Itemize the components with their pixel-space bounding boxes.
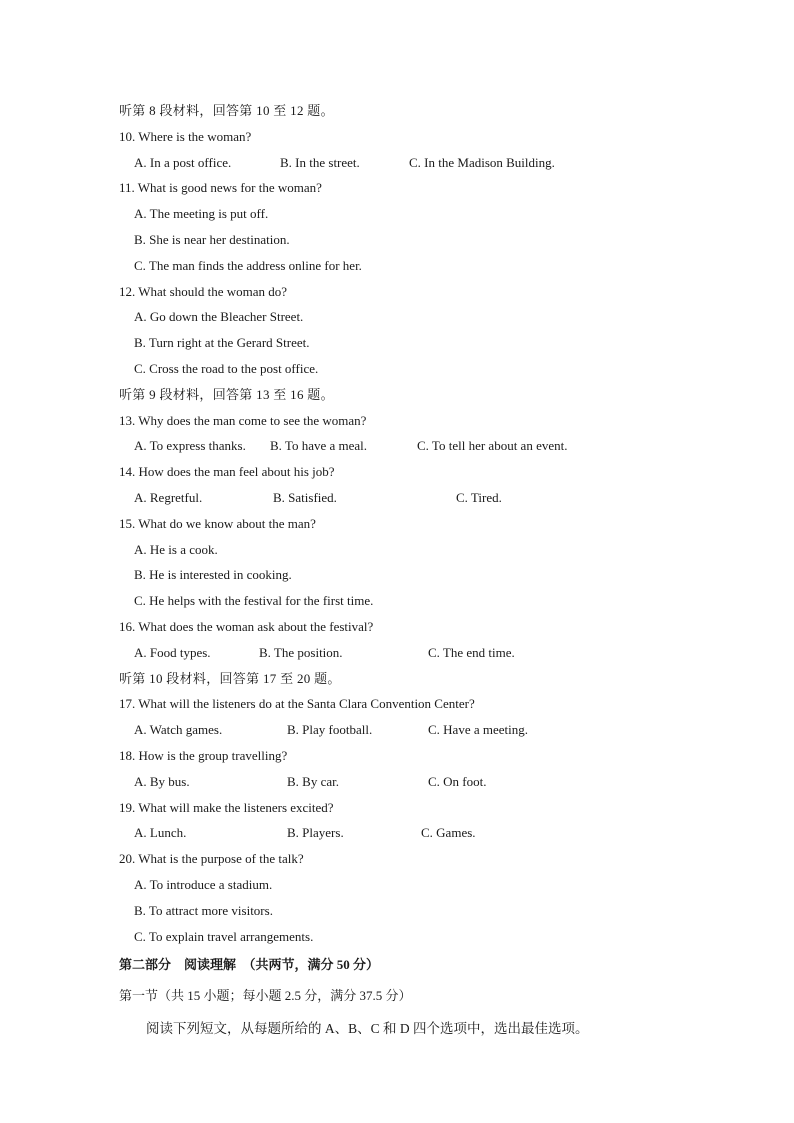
- question-13-options: [119, 433, 739, 459]
- question-16-stem: 16. What does the woman ask about the festival?: [119, 618, 374, 634]
- q20-option-c: C. To explain travel arrangements.: [134, 928, 314, 944]
- q14-option-a: A. Regretful.: [134, 489, 203, 505]
- q15-option-b: B. He is interested in cooking.: [134, 567, 292, 583]
- q11-option-b: B. She is near her destination.: [134, 231, 290, 247]
- question-20-stem: 20. What is the purpose of the talk?: [119, 851, 304, 867]
- q13-option-c: C. To tell her about an event.: [417, 438, 568, 454]
- question-14-options: [119, 485, 739, 511]
- q18-option-c: C. On foot.: [428, 773, 487, 789]
- q17-option-a: A. Watch games.: [134, 722, 223, 738]
- question-10-options: [119, 150, 739, 176]
- q13-option-b: B. To have a meal.: [270, 438, 368, 454]
- q13-option-a: A. To express thanks.: [134, 438, 246, 454]
- q14-option-c: C. Tired.: [456, 489, 502, 505]
- passage-10-header: 听第 10 段材料，回答第 17 至 20 题。: [119, 670, 341, 686]
- q17-option-c: C. Have a meeting.: [428, 722, 528, 738]
- question-17-stem: 17. What will the listeners do at the Santa Clara Convention Center?: [119, 696, 475, 712]
- q15-option-c: C. He helps with the festival for the first time.: [134, 593, 374, 609]
- question-10-stem: 10. Where is the woman?: [119, 128, 252, 144]
- q19-option-a: A. Lunch.: [134, 825, 187, 841]
- q20-option-a: A. To introduce a stadium.: [134, 876, 273, 892]
- question-16-options: [119, 640, 739, 666]
- q18-option-b: B. By car.: [287, 773, 339, 789]
- question-19-options: [119, 820, 739, 846]
- q16-option-a: A. Food types.: [134, 644, 211, 660]
- question-12-stem: 12. What should the woman do?: [119, 283, 288, 299]
- q19-option-c: C. Games.: [421, 825, 476, 841]
- reading-instruction: 阅读下列短文，从每题所给的 A、B、C 和 D 四个选项中，选出最佳选项。: [146, 1021, 589, 1037]
- q15-option-a: A. He is a cook.: [134, 541, 218, 557]
- question-18-options: [119, 769, 739, 795]
- question-19-stem: 19. What will make the listeners excited?: [119, 799, 334, 815]
- q16-option-c: C. The end time.: [428, 644, 515, 660]
- q12-option-b: B. Turn right at the Gerard Street.: [134, 335, 310, 351]
- question-15-stem: 15. What do we know about the man?: [119, 515, 316, 531]
- section-1-title: 第一节（共 15 小题；每小题 2.5 分，满分 37.5 分）: [119, 988, 412, 1004]
- part-2-title: 第二部分 阅读理解 （共两节，满分 50 分）: [119, 957, 380, 973]
- q16-option-b: B. The position.: [259, 644, 343, 660]
- q18-option-a: A. By bus.: [134, 773, 190, 789]
- question-13-stem: 13. Why does the man come to see the woman?: [119, 412, 367, 428]
- exam-page: [119, 98, 739, 1047]
- q11-option-a: A. The meeting is put off.: [134, 206, 269, 222]
- question-18-stem: 18. How is the group travelling?: [119, 747, 288, 763]
- q17-option-b: B. Play football.: [287, 722, 373, 738]
- q19-option-b: B. Players.: [287, 825, 344, 841]
- q10-option-c: C. In the Madison Building.: [409, 154, 555, 170]
- q14-option-b: B. Satisfied.: [273, 489, 337, 505]
- q11-option-c: C. The man finds the address online for her.: [134, 257, 362, 273]
- q10-option-b: B. In the street.: [280, 154, 360, 170]
- q20-option-b: B. To attract more visitors.: [134, 902, 273, 918]
- question-11-stem: 11. What is good news for the woman?: [119, 180, 322, 196]
- question-17-options: [119, 717, 739, 743]
- q12-option-c: C. Cross the road to the post office.: [134, 360, 319, 376]
- q10-option-a: A. In a post office.: [134, 154, 232, 170]
- passage-8-header: 听第 8 段材料，回答第 10 至 12 题。: [119, 103, 334, 118]
- question-14-stem: 14. How does the man feel about his job?: [119, 464, 335, 480]
- passage-9-header: 听第 9 段材料，回答第 13 至 16 题。: [119, 386, 334, 402]
- q12-option-a: A. Go down the Bleacher Street.: [134, 309, 304, 325]
